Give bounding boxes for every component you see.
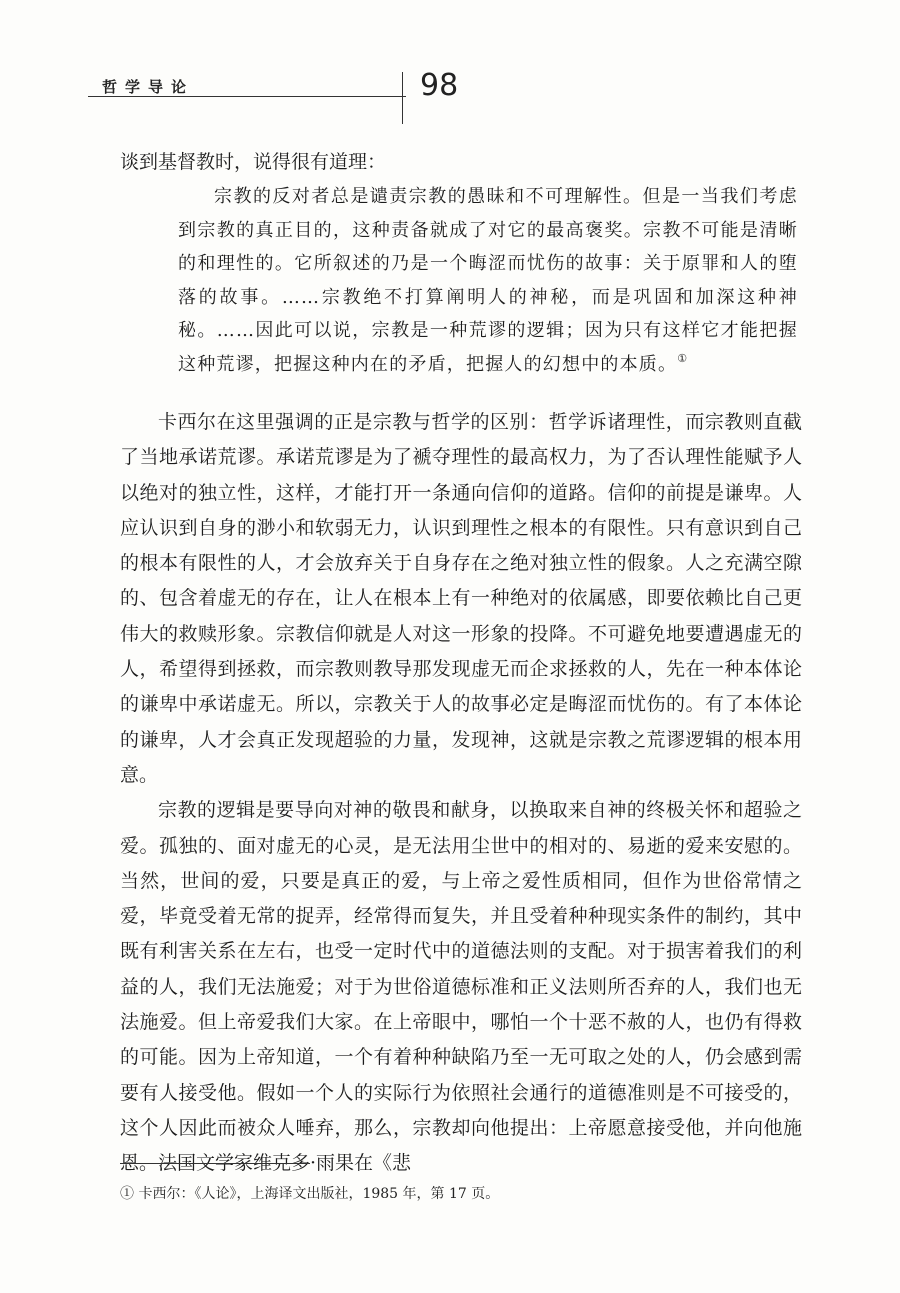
body-text xyxy=(120,405,802,1182)
header-divider xyxy=(402,72,403,124)
paragraph: 卡西尔在这里强调的正是宗教与哲学的区别：哲学诉诸理性，而宗教则直截了当地承诺荒谬。承诺荒谬是为了褫夺理性的最高权力，为了否认理性能赋予人以绝对的独立性，这样，才能打开一条通向信仰的道路。信仰的前提是谦卑。人应认识到自身的渺小和软弱无力，认识到理性之根本的有限性。只有意识到自己的根本有限性的人，才会放弃关于自身存在之绝对独立性的假象。人之充满空隙的、包含着虚无的存在，让人在根本上有一种绝对的依属感，即要依赖比自己更伟大的救赎形象。宗教信仰就是人对这一形象的投降。不可避免地要遭遇虚无的人，希望得到拯救，而宗教则教导那发现虚无而企求拯救的人，先在一种本体论的谦卑中承诺虚无。所以，宗教关于人的故事必定是晦涩而忧伤的。有了本体论的谦卑，人才会真正发现超验的力量，发现神，这就是宗教之荒谬逻辑的根本用意。 xyxy=(120,411,802,786)
intro-line: 谈到基督教时，说得很有道理： xyxy=(120,151,387,173)
footnote: ① 卡西尔：《人论》，上海译文出版社，1985 年，第 17 页。 xyxy=(120,1186,500,1202)
quote-text: 宗教的反对者总是谴责宗教的愚昧和不可理解性。但是一当我们考虑到宗教的真正目的，这种责备就成了对它的最高褒奖。宗教不可能是清晰的和理性的。它所叙述的乃是一个晦涩而忧伤的故事：关于原罪和人的堕落的故事。……宗教绝不打算阐明人的神秘，而是巩固和加深这种神秘。……因此可以说，宗教是一种荒谬的逻辑；因为只有这样它才能把握这种荒谬，把握这种内在的矛盾，把握人的幻想中的本质。 xyxy=(178,186,798,375)
running-header xyxy=(88,66,508,126)
paragraph: 宗教的逻辑是要导向对神的敬畏和献身，以换取来自神的终极关怀和超验之爱。孤独的、面对虚无的心灵，是无法用尘世中的相对的、易逝的爱来安慰的。当然，世间的爱，只要是真正的爱，与上帝之爱性质相同，但作为世俗常情之爱，毕竟受着无常的捉弄，经常得而复失，并且受着种种现实条件的制约，其中既有利害关系在左右，也受一定时代中的道德法则的支配。对于损害着我们的利益的人，我们无法施爱；对于为世俗道德标准和正义法则所否弃的人，我们也无法施爱。但上帝爱我们大家。在上帝眼中，哪怕一个十恶不赦的人，也仍有得救的可能。因为上帝知道，一个有着种种缺陷乃至一无可取之处的人，仍会感到需要有人接受他。假如一个人的实际行为依照社会通行的道德准则是不可接受的，这个人因此而被众人唾弃，那么，宗教却向他提出：上帝愿意接受他，并向他施恩。法国文学家维克多·雨果在《悲 xyxy=(120,799,802,1175)
block-quote xyxy=(178,180,798,381)
book-title: 哲学导论 xyxy=(102,78,195,96)
page-number: 98 xyxy=(420,68,459,103)
footnote-rule xyxy=(120,1163,310,1164)
footnote-marker: ① xyxy=(677,351,689,365)
header-rule xyxy=(88,96,406,97)
